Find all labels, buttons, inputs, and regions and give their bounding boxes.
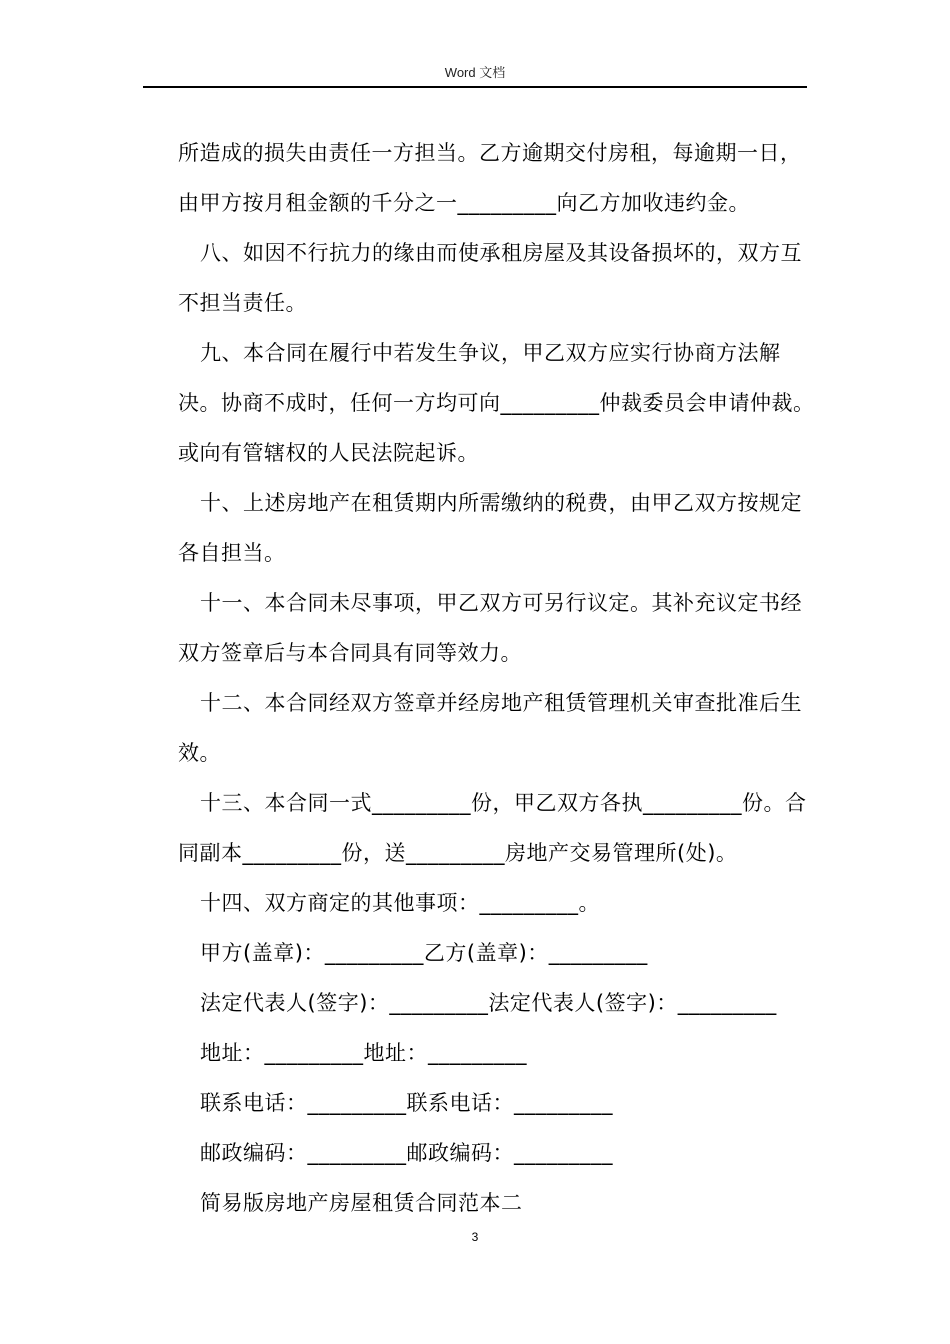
signature-seal-line: 甲方(盖章)：_________乙方(盖章)：_________ <box>200 941 648 965</box>
header-divider <box>143 86 807 88</box>
paragraph-clause-13: 十三、本合同一式_________份，甲乙双方各执_________份。合同副本_________份，送_________房地产交易管理所(处)。 <box>178 791 807 865</box>
paragraph-clause-9: 九、本合同在履行中若发生争议，甲乙双方应实行协商方法解决。协商不成时，任何一方均可向_________仲裁委员会申请仲裁。或向有管辖权的人民法院起诉。 <box>178 341 815 465</box>
signature-postcode-line: 邮政编码：_________邮政编码：_________ <box>200 1141 613 1165</box>
signature-representative-line: 法定代表人(签字)：_________法定代表人(签字)：_________ <box>200 991 777 1015</box>
signature-phone-line: 联系电话：_________联系电话：_________ <box>200 1091 613 1115</box>
paragraph-clause-8: 八、如因不行抗力的缘由而使承租房屋及其设备损坏的，双方互不担当责任。 <box>178 241 802 315</box>
paragraph-clause-12: 十二、本合同经双方签章并经房地产租赁管理机关审查批准后生效。 <box>178 691 802 765</box>
paragraph-clause-14: 十四、双方商定的其他事项：_________。 <box>200 891 600 915</box>
next-section-title: 简易版房地产房屋租赁合同范本二 <box>200 1191 523 1215</box>
paragraph-clause-11: 十一、本合同未尽事项，甲乙双方可另行议定。其补充议定书经双方签章后与本合同具有同等效力。 <box>178 591 802 665</box>
document-body <box>178 128 818 1228</box>
paragraph-clause-10: 十、上述房地产在租赁期内所需缴纳的税费，由甲乙双方按规定各自担当。 <box>178 491 802 565</box>
page-header: Word 文档 <box>444 65 506 80</box>
page-number: 3 <box>471 1230 479 1244</box>
paragraph-7-continued: 所造成的损失由责任一方担当。乙方逾期交付房租，每逾期一日，由甲方按月租金额的千分之一_________向乙方加收违约金。 <box>178 141 802 215</box>
signature-address-line: 地址：_________地址：_________ <box>200 1041 527 1065</box>
